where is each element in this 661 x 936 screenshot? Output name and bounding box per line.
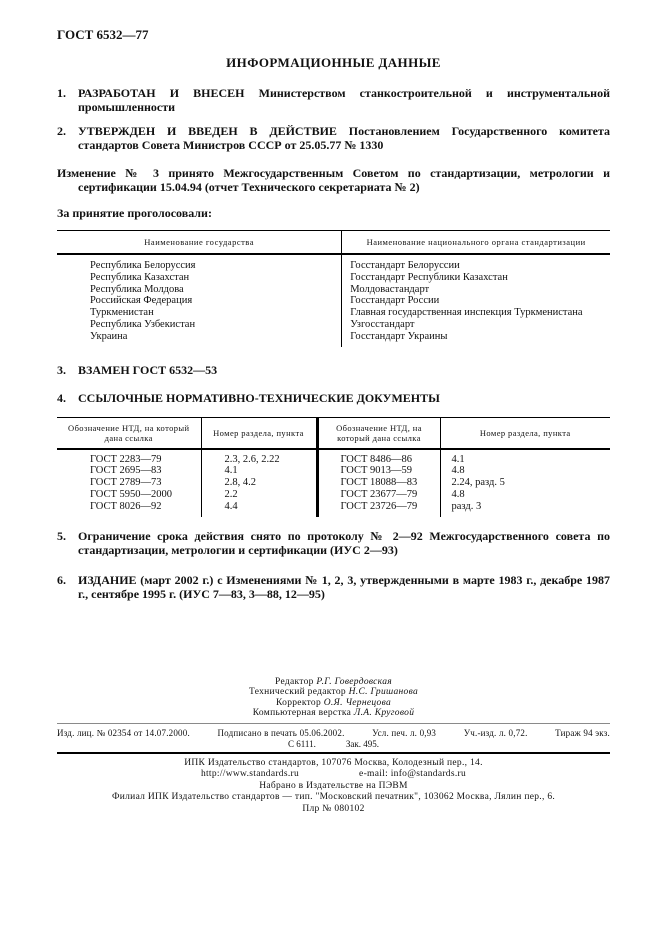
editor-line <box>57 698 610 709</box>
table-cell: Республика Белоруссия <box>57 254 342 272</box>
table-row <box>57 284 610 296</box>
table-row <box>57 319 610 331</box>
table-cell: ГОСТ 23677—79 <box>317 489 440 501</box>
column-header: Обозначение НТД, на который дана ссылка <box>57 417 201 449</box>
vote-intro: За принятие проголосовали: <box>57 206 212 220</box>
table-header-row <box>57 231 610 255</box>
editor-name: Р.Г. Говердовская <box>316 676 392 687</box>
item-number: 2. <box>57 124 66 138</box>
editor-role: Корректор <box>275 697 322 708</box>
table-cell: 4.8 <box>451 488 465 500</box>
table-row <box>57 295 610 307</box>
editors-block <box>57 677 610 719</box>
table-cell: 4.4 <box>201 501 317 517</box>
table-cell: ГОСТ 2789—73 <box>57 477 201 489</box>
table-cell: 4.8 <box>451 465 465 477</box>
table-cell: ГОСТ 8486—86 <box>317 449 440 466</box>
table-cell: Госстандарт Белоруссии <box>350 260 460 271</box>
table-cell: Республика Узбекистан <box>57 319 342 331</box>
references-table-head <box>57 417 610 449</box>
vote-table <box>57 230 610 347</box>
table-cell: 2.24, разд. 5 <box>451 477 505 489</box>
table-row <box>57 254 610 272</box>
plr-line: Плр № 080102 <box>302 803 365 814</box>
table-row <box>57 465 610 477</box>
editor-line <box>57 687 610 698</box>
item-text: УТВЕРЖДЕН И ВВЕДЕН В ДЕЙСТВИЕ Постановлением Государственного комитета стандартов Совета Министров СССР от 25.05.77 № 1330 <box>78 124 610 152</box>
table-cell: ГОСТ 8026—92 <box>57 501 201 517</box>
gost-code: ГОСТ 6532—77 <box>57 27 149 42</box>
table-cell: ГОСТ 23726—79 <box>317 501 440 517</box>
table-cell: 4.1 <box>201 465 317 477</box>
imprint-license: Изд. лиц. № 02354 от 14.07.2000. <box>57 727 190 738</box>
vote-table-head <box>57 231 610 255</box>
typeset-line: Набрано в Издательстве на ПЭВМ <box>259 780 408 791</box>
table-row <box>57 331 610 347</box>
table-cell: Госстандарт Республики Казахстан <box>350 271 508 283</box>
table-cell: Госстандарт Украины <box>350 330 448 342</box>
imprint-c-number: С 6111. <box>288 738 316 749</box>
table-cell: Республика Молдова <box>57 284 342 296</box>
column-header: Номер раздела, пункта <box>201 417 317 449</box>
table-header-row <box>57 417 610 449</box>
table-cell: Туркменистан <box>57 307 342 319</box>
item-number: 6. <box>57 572 66 587</box>
item-number: 5. <box>57 528 66 543</box>
item-6 <box>57 573 610 601</box>
amendment-note: Изменение № 3 принято Межгосударственным Советом по стандартизации, метрологии и сертификации 15.04.94 (отчет Технического секретариата № 2) <box>57 166 610 194</box>
table-cell: Госстандарт России <box>350 295 440 307</box>
page-title: ИНФОРМАЦИОННЫЕ ДАННЫЕ <box>226 55 441 70</box>
table-cell: 4.1 <box>451 453 465 465</box>
editor-line <box>57 677 610 688</box>
publisher-contacts <box>57 769 610 781</box>
table-row <box>57 489 610 501</box>
table-cell: 2.2 <box>201 489 317 501</box>
item-text: РАЗРАБОТАН И ВНЕСЕН Министерством станкостроительной и инструментальной промышленности <box>78 86 610 114</box>
item-text: Ограничение срока действия снято по протоколу № 2—92 Межгосударственного совета по стандартизации, метрологии и сертификации (ИУС 2—93) <box>78 528 610 557</box>
imprint-pub-sheets: Уч.-изд. л. 0,72. <box>463 727 528 738</box>
table-cell: разд. 3 <box>451 500 482 512</box>
table-cell: ГОСТ 2695—83 <box>57 465 201 477</box>
table-cell: 2.8, 4.2 <box>201 477 317 489</box>
references-table <box>57 417 610 517</box>
references-table-body <box>57 449 610 517</box>
column-header: Номер раздела, пункта <box>440 417 610 449</box>
item-1 <box>57 86 610 114</box>
editor-role: Компьютерная верстка <box>252 708 352 719</box>
item-5 <box>57 529 610 557</box>
publisher-address: ИПК Издательство стандартов, 107076 Москва, Колодезный пер., 14. <box>184 757 483 768</box>
item-3 <box>57 363 610 377</box>
table-row <box>57 272 610 284</box>
table-cell: Республика Казахстан <box>57 272 342 284</box>
item-number: 3. <box>57 362 66 377</box>
table-cell: Главная государственная инспекция Туркменистана <box>350 307 583 319</box>
table-cell: ГОСТ 5950—2000 <box>57 489 201 501</box>
imprint-signed: Подписано в печать 05.06.2002. <box>217 727 345 738</box>
item-text: ВЗАМЕН ГОСТ 6532—53 <box>78 362 218 377</box>
table-cell: Российская Федерация <box>57 295 342 307</box>
item-4 <box>57 391 610 405</box>
table-row <box>57 307 610 319</box>
editor-line <box>57 708 610 719</box>
item-text: ИЗДАНИЕ (март 2002 г.) с Изменениями № 1, 2, 3, утвержденными в марте 1983 г., декабре 1987 г., сентябре 1995 г. (ИУС 7—83, 3—88, 12—95) <box>78 572 610 601</box>
editor-name: О.Я. Чернецова <box>323 697 392 708</box>
column-header: Наименование национального органа стандартизации <box>342 231 610 255</box>
publisher-email: e-mail: info@standards.ru <box>359 769 467 780</box>
vote-table-body <box>57 254 610 347</box>
table-cell: 2.3, 2.6, 2.22 <box>201 449 317 466</box>
imprint-circulation: Тираж 94 экз. <box>555 727 610 738</box>
table-cell: ГОСТ 18088—83 <box>317 477 440 489</box>
divider-thin <box>57 723 610 724</box>
table-cell: Узгосстандарт <box>350 318 415 330</box>
imprint-sheets: Усл. печ. л. 0,93 <box>372 727 437 738</box>
table-cell: Молдовастандарт <box>350 283 430 295</box>
divider-thick <box>57 752 610 754</box>
column-header: Обозначение НТД, на который дана ссылка <box>317 417 440 449</box>
table-row <box>57 477 610 489</box>
table-cell: Украина <box>57 331 342 347</box>
column-header: Наименование государства <box>57 231 342 255</box>
imprint-line-2 <box>57 739 610 749</box>
item-number: 4. <box>57 390 66 405</box>
imprint-order: Зак. 495. <box>345 738 379 749</box>
table-cell: ГОСТ 2283—79 <box>57 449 201 466</box>
publisher-website: http://www.standards.ru <box>200 769 300 780</box>
table-cell: ГОСТ 9013—59 <box>317 465 440 477</box>
publisher-block <box>57 758 610 816</box>
table-row <box>57 501 610 517</box>
editor-role: Редактор <box>275 676 314 687</box>
item-2 <box>57 124 610 152</box>
colophon <box>57 677 610 816</box>
table-row <box>57 449 610 466</box>
editor-name: Н.С. Гришанова <box>348 687 418 698</box>
item-number: 1. <box>57 86 66 100</box>
item-text: ССЫЛОЧНЫЕ НОРМАТИВНО-ТЕХНИЧЕСКИЕ ДОКУМЕНТЫ <box>78 390 440 405</box>
editor-name: Л.А. Круговой <box>353 708 415 719</box>
branch-line: Филиал ИПК Издательство стандартов — тип. "Московский печатник", 103062 Москва, Лялин пер., 6. <box>111 792 556 803</box>
imprint-line-1 <box>57 728 610 738</box>
editor-role: Технический редактор <box>248 687 346 698</box>
